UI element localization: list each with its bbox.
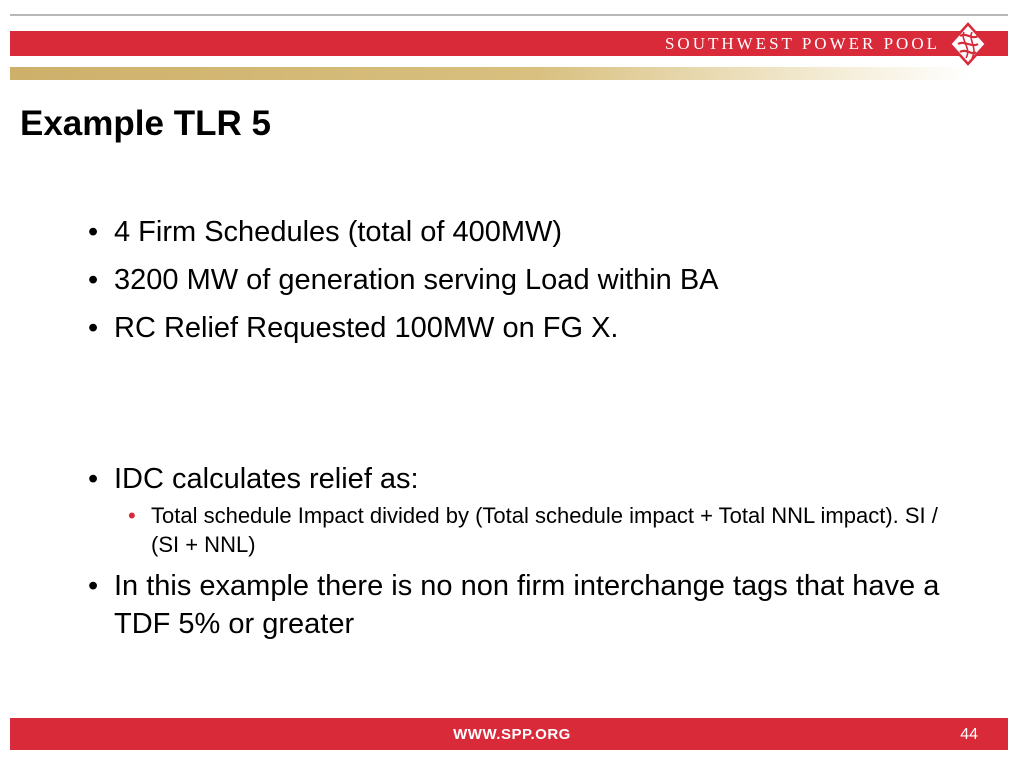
bullet-generation: • 3200 MW of generation serving Load within BA bbox=[88, 261, 968, 299]
brand-name: SOUTHWEST POWER POOL bbox=[664, 34, 940, 53]
top-divider bbox=[10, 14, 1008, 16]
page-number: 44 bbox=[960, 726, 978, 743]
bullet-list-secondary bbox=[88, 460, 968, 643]
bullet-example: • In this example there is no non firm interchange tags that have a TDF 5% or greater bbox=[88, 567, 968, 643]
bullet-idc-calculation: • IDC calculates relief as: bbox=[88, 460, 968, 498]
header-gold-band bbox=[10, 67, 970, 80]
bullet-list-primary bbox=[88, 213, 968, 357]
sub-bullet-formula: • Total schedule Impact divided by (Total schedule impact + Total NNL impact). SI / (SI + NNL) bbox=[88, 501, 968, 559]
slide-title: Example TLR 5 bbox=[20, 104, 271, 143]
bullet-relief-request: • RC Relief Requested 100MW on FG X. bbox=[88, 309, 968, 347]
footer-url: WWW.SPP.ORG bbox=[453, 726, 571, 743]
spp-logo-icon bbox=[948, 22, 988, 66]
bullet-firm-schedules: • 4 Firm Schedules (total of 400MW) bbox=[88, 213, 968, 251]
